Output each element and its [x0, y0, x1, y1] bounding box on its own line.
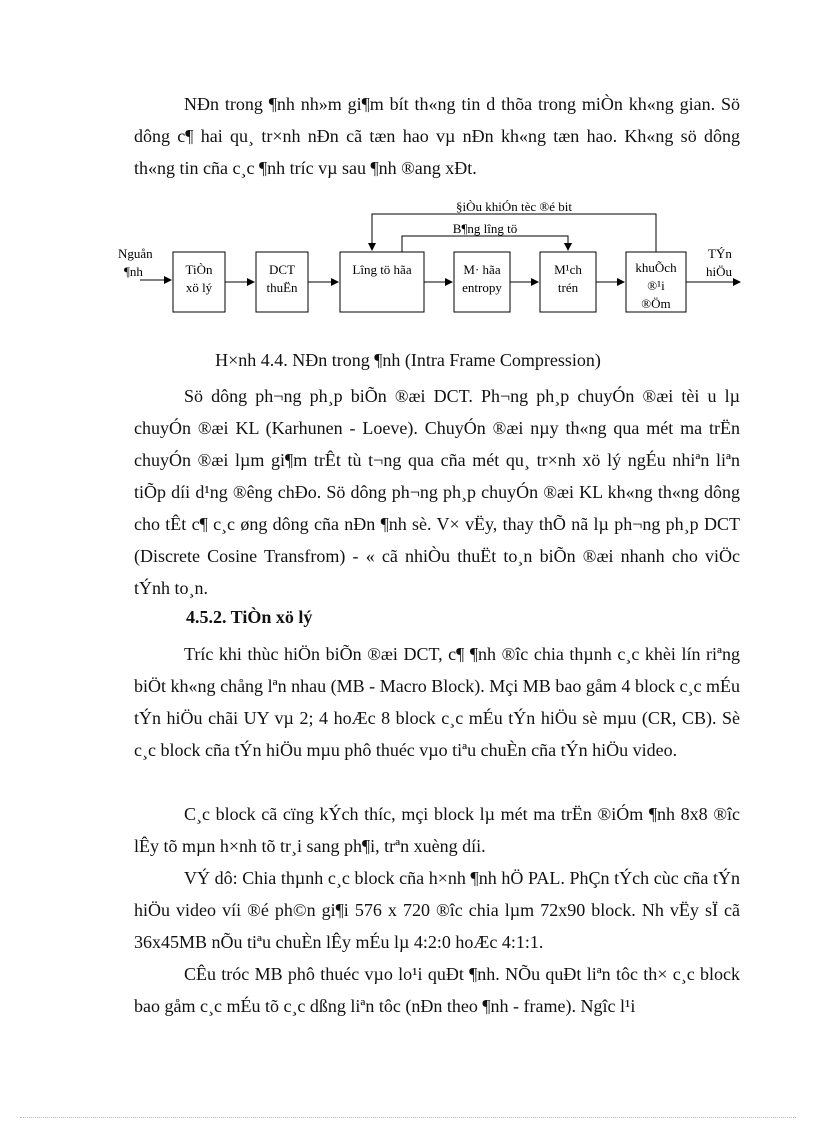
block-mux-line2: trén: [557, 280, 579, 295]
section-heading: 4.5.2. TiÒn xö lý: [186, 607, 313, 627]
block-quantize: [340, 252, 424, 312]
example-paragraph: VÝ dô: Chia thµnh c¸c block cña h×nh ¶nh hÖ PAL. PhÇn tÝch cùc cña tÝn hiÖu video víi ®é ph©n gi¶i 576 x 720 ®îc chia lµm 72x90 block. Nh vËy sÏ cã 36x45MB nÕu tiªu chuÈn lÊy mÉu lµ 4:2:0 hoÆc 4:1:1.: [134, 868, 740, 952]
block-preprocess-line2: xö lý: [185, 280, 213, 295]
block-entropy-line1: M· hãa: [463, 262, 501, 277]
block-mux-line1: M¹ch: [554, 262, 582, 277]
block-preprocess-line1: TiÒn: [185, 262, 213, 277]
block-buffer-line1: khuÕch: [635, 260, 677, 275]
block-dct-line2: thuËn: [266, 280, 298, 295]
intro-paragraph: NÐn trong ¶nh nh»m gi¶m bít th«ng tin d thõa trong miÒn kh«ng gian. Sö dông c¶ hai qu¸ tr×nh nÐn cã tæn hao vµ nÐn kh«ng tæn hao. Kh«ng sö dông th«ng tin cña c¸c ¶nh tríc vµ sau ¶nh ®ang xÐt.: [134, 94, 740, 178]
compression-block-diagram: [110, 192, 750, 322]
input-label-line2: ¶nh: [124, 264, 143, 279]
block-dct-line1: DCT: [269, 262, 295, 277]
block-buffer-line3: ®Öm: [641, 296, 671, 311]
mb-structure-paragraph: CÊu tróc MB phô thuéc vµo lo¹i quÐt ¶nh. NÕu quÐt liªn tôc th× c¸c block bao gåm c¸c mÉu tõ c¸c dßng liªn tôc (nÐn theo ¶nh - frame). Ngîc l¹i: [134, 964, 740, 1016]
block-entropy-line2: entropy: [462, 280, 502, 295]
input-label-line1: Nguån: [118, 246, 153, 261]
footer-divider: [20, 1117, 796, 1118]
block-size-paragraph: C¸c block cã cïng kÝch thíc, mçi block lµ mét ma trËn ®iÓm ¶nh 8x8 ®îc lÊy tõ mµn h×nh tõ tr¸i sang ph¶i, trªn xuèng díi.: [134, 804, 740, 856]
output-label-line1: TÝn: [708, 246, 732, 261]
figure-caption: H×nh 4.4. NÐn trong ¶nh (Intra Frame Compression): [215, 350, 601, 370]
feedback-quant-table-label: B¶ng lîng tö: [452, 221, 518, 236]
dct-paragraph: Sö dông ph¬ng ph¸p biÕn ®æi DCT. Ph¬ng ph¸p chuyÓn ®æi tèi u lµ chuyÓn ®æi KL (Karhunen - Loeve). ChuyÓn ®æi nµy th«ng qua mét ma trËn chuyÓn ®æi lµm gi¶m trÊt tù t¬ng qua cña mét qu¸ tr×nh xö lý ngÉu nhiªn liªn tiÕp díi d¹ng ®êng chÐo. Sö dông ph¬ng ph¸p chuyÓn ®æi KL kh«ng th«ng dông cho tÊt c¶ c¸c øng dông cña nÐn ¶nh sè. V× vËy, thay thÕ nã lµ ph¬ng ph¸p DCT (Discrete Cosine Transfrom) - « cã nhiÒu thuËt to¸n biÕn ®æi nhanh cho viÖc tÝnh to¸n.: [134, 386, 740, 598]
block-buffer-line2: ®¹i: [647, 278, 665, 293]
feedback-rate-control-label: §iÒu khiÓn tèc ®é bit: [455, 199, 573, 214]
block-quantize-line1: Lîng tö hãa: [352, 262, 412, 277]
output-label-line2: hiÖu: [706, 264, 732, 279]
preprocess-paragraph: Tríc khi thùc hiÖn biÕn ®æi DCT, c¶ ¶nh ®îc chia thµnh c¸c khèi lín riªng biÖt kh«ng chång lªn nhau (MB - Macro Block). Mçi MB bao gåm 4 block c¸c mÉu tÝn hiÖu chãi UY vµ 2; 4 hoÆc 8 block c¸c mÉu tÝn hiÖu sè mµu (CR, CB). Sè c¸c block cña tÝn hiÖu mµu phô thuéc vµo tiªu chuÈn cña tÝn hiÖu video.: [134, 644, 740, 760]
